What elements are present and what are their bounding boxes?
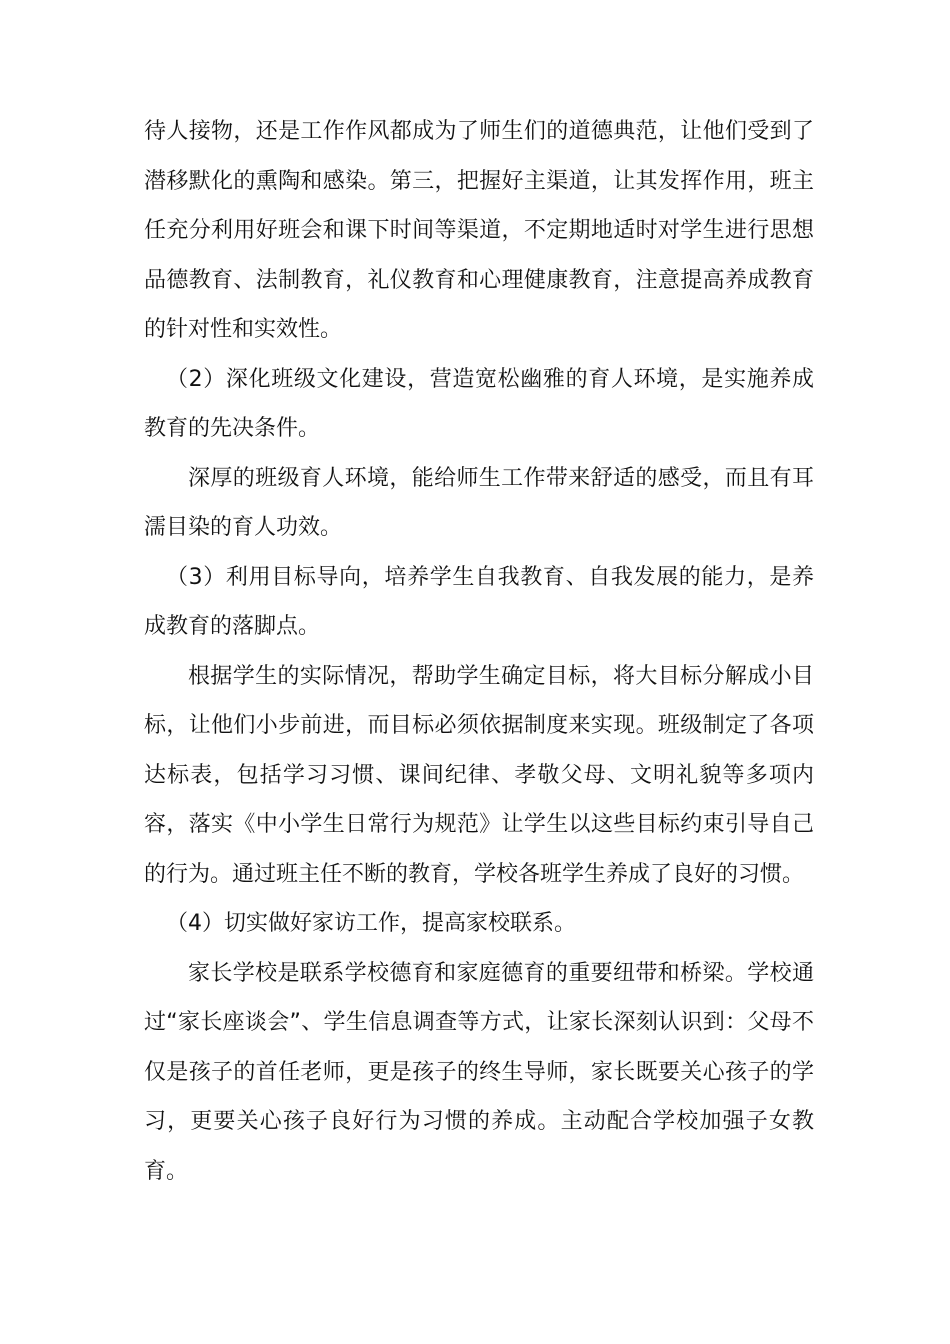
document-page: [144, 107, 814, 1196]
paragraph-goals: 根据学生的实际情况，帮助学生确定目标，将大目标分解成小目标，让他们小步前进，而目标必须依据制度来实现。班级制定了各项达标表，包括学习习惯、课间纪律、孝敬父母、文明礼貌等多项内容，落实《中小学生日常行为规范》让学生以这些目标约束引导自己的行为。通过班主任不断的教育，学校各班学生养成了良好的习惯。: [144, 663, 814, 887]
section-heading-4: （4）切实做好家访工作，提高家校联系。: [166, 911, 576, 936]
section-heading-2: （2）深化班级文化建设，营造宽松幽雅的育人环境，是实施养成教育的先决条件。: [144, 366, 814, 441]
paragraph-environment: 深厚的班级育人环境，能给师生工作带来舒适的感受，而且有耳濡目染的育人功效。: [144, 465, 814, 540]
paragraph-parents-school: 家长学校是联系学校德育和家庭德育的重要纽带和桥梁。学校通过“家长座谈会”、学生信息调查等方式，让家长深刻认识到：父母不仅是孩子的首任老师，更是孩子的终生导师，家长既要关心孩子的学习，更要关心孩子良好行为习惯的养成。主动配合学校加强子女教育。: [144, 960, 814, 1184]
section-heading-3: （3）利用目标导向，培养学生自我教育、自我发展的能力，是养成教育的落脚点。: [144, 564, 814, 639]
paragraph-continuation: 待人接物，还是工作作风都成为了师生们的道德典范，让他们受到了潜移默化的熏陶和感染。第三，把握好主渠道，让其发挥作用，班主任充分利用好班会和课下时间等渠道，不定期地适时对学生进行思想品德教育、法制教育，礼仪教育和心理健康教育，注意提高养成教育的针对性和实效性。: [144, 119, 814, 342]
